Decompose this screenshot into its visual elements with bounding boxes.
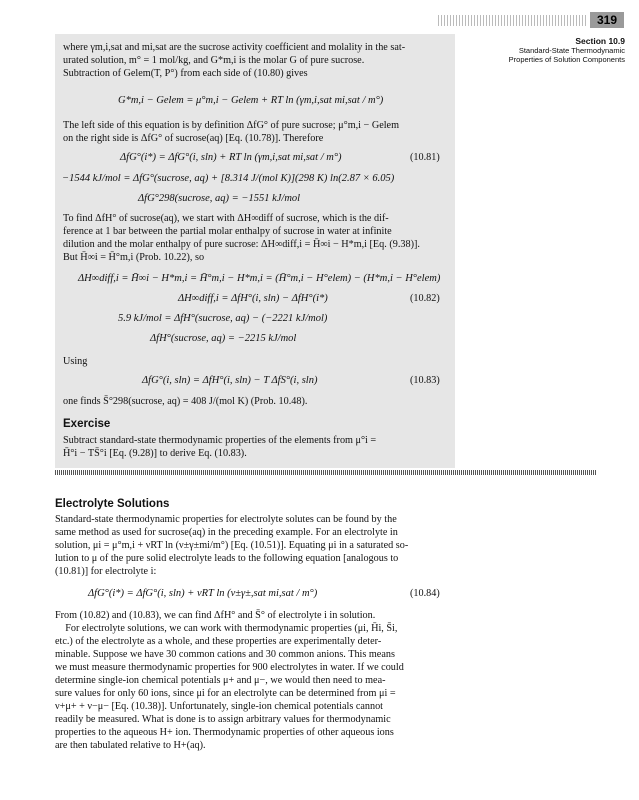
body-line: etc.) of the electrolyte as a whole, and these properties are experimentally deter- [55, 636, 382, 647]
body-line: From (10.82) and (10.83), we can find ΔfH° and S̄° of electrolyte i in solution. [55, 610, 376, 621]
page-number: 319 [590, 12, 624, 28]
body-line: Standard-state thermodynamic properties for electrolyte solutes can be found by the [55, 514, 397, 525]
exercise-line: Subtract standard-state thermodynamic properties of the elements from μ°i = [63, 435, 377, 446]
example-line: dilution and the molar enthalpy of pure sucrose: ΔH∞diff,i = H̄∞i − H*m,i [Eq. (9.38)]. [63, 239, 420, 250]
equation: ΔH∞diff,i = H̄∞i − H*m,i = H̄°m,i − H*m,i = (H̄°m,i − H°elem) − (H*m,i − H°elem) [78, 273, 441, 284]
equation: ΔfG°(i*) = ΔfG°(i, sln) + RT ln (γm,i,sat mi,sat / m°) [120, 152, 342, 163]
body-line: lution to μ of the pure solid electrolyte leads to the following equation [analogous to [55, 553, 399, 564]
equation: G*m,i − Gelem = μ°m,i − Gelem + RT ln (γm,i,sat mi,sat / m°) [118, 95, 384, 106]
body-line: solution, μi = μ°m,i + νRT ln (ν±γ±mi/m°) [Eq. (10.51)]. Equating μi in a saturated so- [55, 540, 409, 551]
example-line: where γm,i,sat and mi,sat are the sucrose activity coefficient and molality in the sat- [63, 42, 406, 53]
example-line: Subtraction of Gelem(T, P°) from each side of (10.80) gives [63, 68, 308, 79]
body-line: properties to the aqueous H+ ion. Thermodynamic properties of other aqueous ions [55, 727, 394, 738]
body-line: determine single-ion chemical potentials μ+ and μ−, we would then need to mea- [55, 675, 386, 686]
equation: −1544 kJ/mol = ΔfG°(sucrose, aq) + [8.314 J/(mol K)](298 K) ln(2.87 × 6.05) [62, 173, 395, 184]
equation-number: (10.84) [410, 588, 440, 599]
example-line: one finds S̄°298(sucrose, aq) = 408 J/(mol K) (Prob. 10.48). [63, 396, 308, 407]
equation: 5.9 kJ/mol = ΔfH°(sucrose, aq) − (−2221 kJ/mol) [118, 313, 328, 324]
body-line: For electrolyte solutions, we can work with thermodynamic properties (μi, H̄i, S̄i, [55, 623, 398, 634]
equation: ΔH∞diff,i = ΔfH°(i, sln) − ΔfH°(i*) [178, 293, 328, 304]
example-line: urated solution, m° = 1 mol/kg, and G*m,i is the molar G of pure sucrose. [63, 55, 365, 66]
header-decoration [438, 15, 588, 26]
body-line: (10.81)] for electrolyte i: [55, 566, 157, 577]
exercise-line: H̄°i − TS̄°i [Eq. (9.28)] to derive Eq. (10.83). [63, 448, 247, 459]
panel-divider [55, 470, 597, 475]
body-line: are then tabulated relative to H+(aq). [55, 740, 206, 751]
section-label: Section 10.9 [575, 36, 625, 46]
example-line: Using [63, 356, 88, 367]
example-line: on the right side is ΔfG° of sucrose(aq) [Eq. (10.78)]. Therefore [63, 133, 324, 144]
example-line: ference at 1 bar between the partial molar enthalpy of sucrose in water at infinite [63, 226, 392, 237]
example-line: The left side of this equation is by definition ΔfG° of pure sucrose; μ°m,i − Gelem [63, 120, 399, 131]
equation: ΔfG°(i*) = ΔfG°(i, sln) + νRT ln (ν±γ±,sat mi,sat / m°) [88, 588, 318, 599]
equation-number: (10.83) [410, 375, 440, 386]
equation: ΔfG°298(sucrose, aq) = −1551 kJ/mol [138, 193, 301, 204]
equation-number: (10.82) [410, 293, 440, 304]
body-line: readily be measured. What is done is to assign arbitrary values for thermodynamic [55, 714, 391, 725]
equation: ΔfH°(sucrose, aq) = −2215 kJ/mol [150, 333, 297, 344]
body-line: minable. Suppose we have 30 common cations and 30 common anions. This means [55, 649, 395, 660]
section-heading: Electrolyte Solutions [55, 498, 170, 510]
body-line: same method as used for sucrose(aq) in the preceding example. For an electrolyte in [55, 527, 398, 538]
exercise-heading: Exercise [63, 418, 111, 430]
section-title: Standard-State Thermodynamic Properties of Solution Components [508, 46, 625, 64]
body-line: sure values for only 60 ions, since μi for an electrolyte can be determined from μi = [55, 688, 396, 699]
body-line: ν+μ+ + ν−μ− [Eq. (10.38)]. Unfortunately, single-ion chemical potentials cannot [55, 701, 383, 712]
example-line: To find ΔfH° of sucrose(aq), we start with ΔH∞diff of sucrose, which is the dif- [63, 213, 389, 224]
equation-number: (10.81) [410, 152, 440, 163]
body-line: we must measure thermodynamic properties for 900 electrolytes in water. If we could [55, 662, 404, 673]
example-line: But H̄∞i = H̄°m,i (Prob. 10.22), so [63, 252, 205, 263]
equation: ΔfG°(i, sln) = ΔfH°(i, sln) − T ΔfS°(i, sln) [142, 375, 318, 386]
